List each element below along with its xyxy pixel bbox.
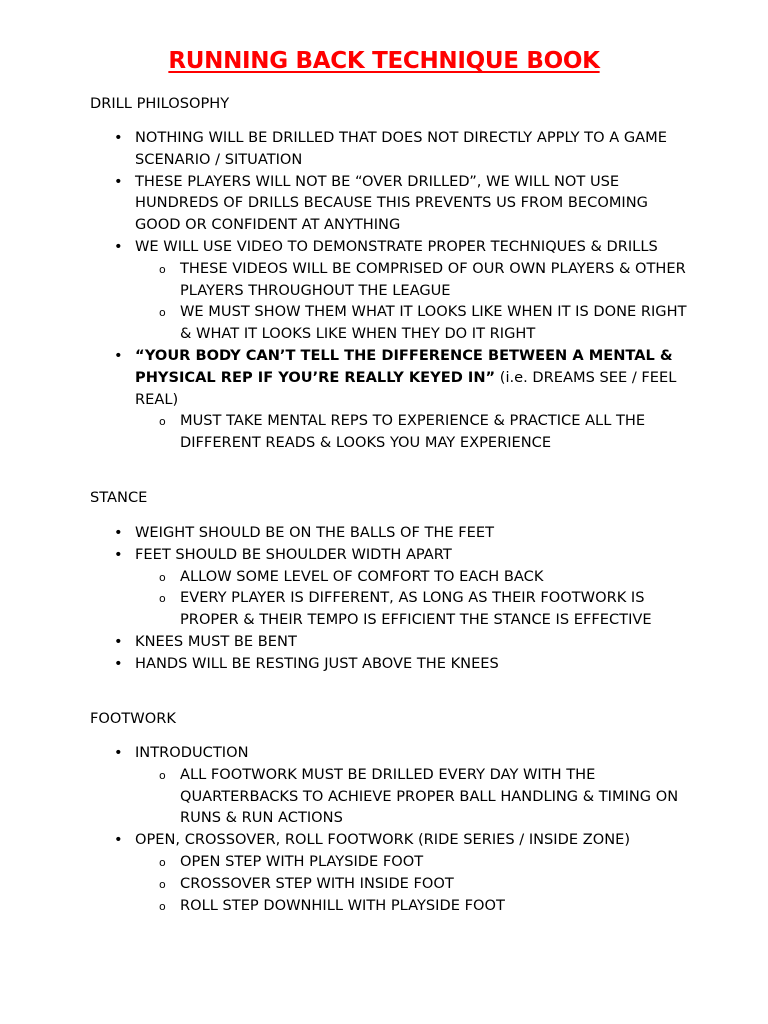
sub-list-item	[90, 895, 690, 917]
list-item-text: WEIGHT SHOULD BE ON THE BALLS OF THE FEET	[135, 524, 495, 541]
list-item-text: OPEN STEP WITH PLAYSIDE FOOT	[180, 852, 424, 870]
list-item-text: (i.e. DREAMS SEE / FEEL REAL)	[135, 368, 677, 408]
list-item	[90, 653, 690, 675]
list-item	[90, 171, 690, 236]
sub-list-item	[90, 410, 690, 454]
page-title: RUNNING BACK TECHNIQUE BOOK	[168, 48, 600, 74]
list-stance	[90, 522, 690, 675]
list-item-text: KNEES MUST BE BENT	[135, 632, 297, 650]
list-item-text: EVERY PLAYER IS DIFFERENT, AS LONG AS THEIR FOOTWORK IS PROPER & THEIR TEMPO IS EFFICIENT THE STANCE IS EFFECTIVE	[180, 589, 652, 629]
list-item	[90, 742, 690, 764]
list-item	[90, 345, 690, 410]
sub-list-item	[90, 873, 690, 895]
section-heading-drill-philosophy: DRILL PHILOSOPHY	[90, 95, 230, 112]
list-item-text: ALLOW SOME LEVEL OF COMFORT TO EACH BACK	[180, 567, 544, 585]
list-item	[90, 127, 690, 171]
list-item-text: OPEN, CROSSOVER, ROLL FOOTWORK (RIDE SERIES / INSIDE ZONE)	[135, 831, 631, 849]
list-item	[90, 236, 690, 258]
list-item-text: NOTHING WILL BE DRILLED THAT DOES NOT DIRECTLY APPLY TO A GAME SCENARIO / SITUATION	[135, 129, 667, 168]
list-item-text: FEET SHOULD BE SHOULDER WIDTH APART	[135, 545, 452, 563]
sub-list-item	[90, 851, 690, 873]
list-item-text: WE WILL USE VIDEO TO DEMONSTRATE PROPER TECHNIQUES & DRILLS	[135, 237, 658, 255]
list-item	[90, 544, 690, 566]
list-item-text: ROLL STEP DOWNHILL WITH PLAYSIDE FOOT	[180, 896, 505, 914]
sub-list-item	[90, 301, 690, 345]
sub-list-item	[90, 258, 690, 302]
section-heading-footwork: FOOTWORK	[90, 710, 176, 727]
list-item-quote: “YOUR BODY CAN’T TELL THE DIFFERENCE BETWEEN A MENTAL & PHYSICAL REP IF YOU’RE REALLY KEYED IN”	[135, 346, 673, 386]
section-heading-stance: STANCE	[90, 489, 148, 506]
list-item	[90, 522, 690, 544]
list-item-text: THESE VIDEOS WILL BE COMPRISED OF OUR OWN PLAYERS & OTHER PLAYERS THROUGHOUT THE LEAGUE	[180, 259, 686, 299]
list-item	[90, 829, 690, 851]
list-footwork	[90, 742, 690, 916]
list-item-text: CROSSOVER STEP WITH INSIDE FOOT	[180, 874, 454, 892]
list-drill-philosophy	[90, 127, 690, 454]
list-item-text: HANDS WILL BE RESTING JUST ABOVE THE KNEES	[135, 654, 499, 672]
sub-list-item	[90, 764, 690, 829]
list-item-text: MUST TAKE MENTAL REPS TO EXPERIENCE & PRACTICE ALL THE DIFFERENT READS & LOOKS YOU MAY EXPERIENCE	[180, 412, 646, 452]
list-item-text: INTRODUCTION	[135, 744, 249, 761]
list-item-text: THESE PLAYERS WILL NOT BE “OVER DRILLED”, WE WILL NOT USE HUNDREDS OF DRILLS BECAUSE THIS PREVENTS US FROM BECOMING GOOD OR CONFIDENT AT ANYTHING	[135, 172, 648, 234]
sub-list-item	[90, 587, 690, 631]
list-item	[90, 631, 690, 653]
list-item-text: WE MUST SHOW THEM WHAT IT LOOKS LIKE WHEN IT IS DONE RIGHT & WHAT IT LOOKS LIKE WHEN THEY DO IT RIGHT	[180, 303, 687, 343]
list-item-text: ALL FOOTWORK MUST BE DRILLED EVERY DAY WITH THE QUARTERBACKS TO ACHIEVE PROPER BALL HANDLING & TIMING ON RUNS & RUN ACTIONS	[180, 765, 679, 827]
sub-list-item	[90, 566, 690, 588]
